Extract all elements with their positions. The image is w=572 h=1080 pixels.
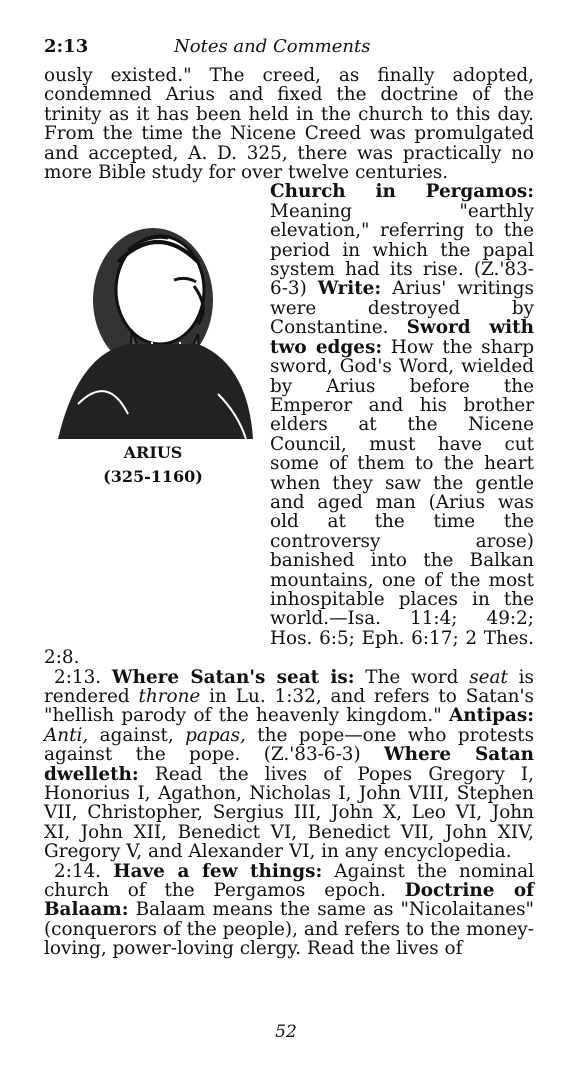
heading-where-satans-seat-is: Where Satan's seat is:	[111, 666, 355, 688]
heading-where-satan-dwelleth: Where Satan dwelleth:	[44, 744, 535, 785]
v213-text-3: Read the lives of Popes Gregory I, Honorius I, Agathon, Nicholas I, John VIII, Stephen VII, Christopher, Sergius III, John X, Leo VI, John XI, John XII, Benedict VI, Benedict VII, John XIV, Gregory V, and Alexander VI, in any encyclopedia.	[44, 763, 534, 863]
heading-doctrine-of-balaam: Doctrine of Balaam:	[44, 880, 534, 921]
chapter-verse-ref: 2:13	[44, 36, 89, 57]
verse-ref-2-13: 2:13.	[54, 666, 102, 688]
running-title: Notes and Comments	[174, 36, 371, 57]
running-header	[44, 36, 534, 66]
text-body	[44, 66, 534, 959]
v213-italic-seat: seat	[469, 666, 508, 688]
portrait-of-arius-icon	[48, 204, 258, 439]
v214-text-2: Balaam means the same as "Nicolaitanes" (conquerors of the people), and refers to the money-loving, power-loving clergy. Read the lives of	[44, 899, 534, 960]
heading-write: Write:	[317, 278, 382, 300]
heading-antipas: Antipas:	[448, 705, 534, 727]
figure-caption-name: ARIUS	[123, 443, 183, 463]
pergamos-text-3: How the sharp sword, God's Word, wielded by Arius before the Emperor and his brother elders at the Nicene Council, must have cut some of them to the heart when they saw the gentle and aged man (Arius was old at the time the controversy arose) banished into the Balkan mountains, one of the most inhospitable places in the world.—Isa. 11:4; 49:2; Hos. 6:5; Eph. 6:17; 2 Thes. 2:8.	[44, 336, 534, 669]
v213-italic-throne: throne	[138, 686, 201, 707]
v213-text-1c: in Lu. 1:32, and refers to Satan's "hellish parody of the heavenly kingdom."	[44, 686, 534, 727]
v213-italic-anti: Anti,	[44, 724, 89, 746]
verse-ref-2-14: 2:14.	[54, 860, 102, 882]
verse-2-14-paragraph	[44, 862, 534, 959]
figure-caption-dates: (325-1160)	[103, 467, 203, 487]
pergamos-text-1: Meaning "earthly elevation," referring to the period in which the papal system had its rise. (Z.'83-6-3)	[270, 200, 534, 300]
v213-text-1b: is rendered	[44, 666, 534, 707]
v213-text-1a: The word	[354, 666, 470, 688]
intro-paragraph: ously existed." The creed, as finally adopted, condemned Arius and fixed the doctrine of the trinity as it has been held in the church to this day. From the time the Nicene Creed was promulgated and accepted, A. D. 325, there was practically no more Bible study for over twelve centuries.	[44, 65, 534, 184]
heading-sword-with-two-edges: Sword with two edges:	[270, 317, 534, 358]
heading-have-a-few-things: Have a few things:	[113, 860, 323, 882]
verse-2-13-paragraph	[44, 668, 534, 862]
page-number: 52	[275, 1022, 297, 1042]
pergamos-text-2: Arius' writings were destroyed by Constantine.	[270, 278, 534, 339]
v214-text-1: Against the nominal church of the Pergamos epoch.	[44, 860, 534, 902]
heading-church-in-pergamos: Church in Pergamos:	[270, 181, 534, 203]
v213-italic-papas: papas,	[185, 724, 246, 746]
figure-arius	[44, 182, 262, 637]
page	[44, 36, 534, 959]
v213-text-2b: the pope—one who protests against the pope. (Z.'83-6-3)	[44, 724, 535, 766]
v213-text-2a: against,	[88, 724, 186, 746]
